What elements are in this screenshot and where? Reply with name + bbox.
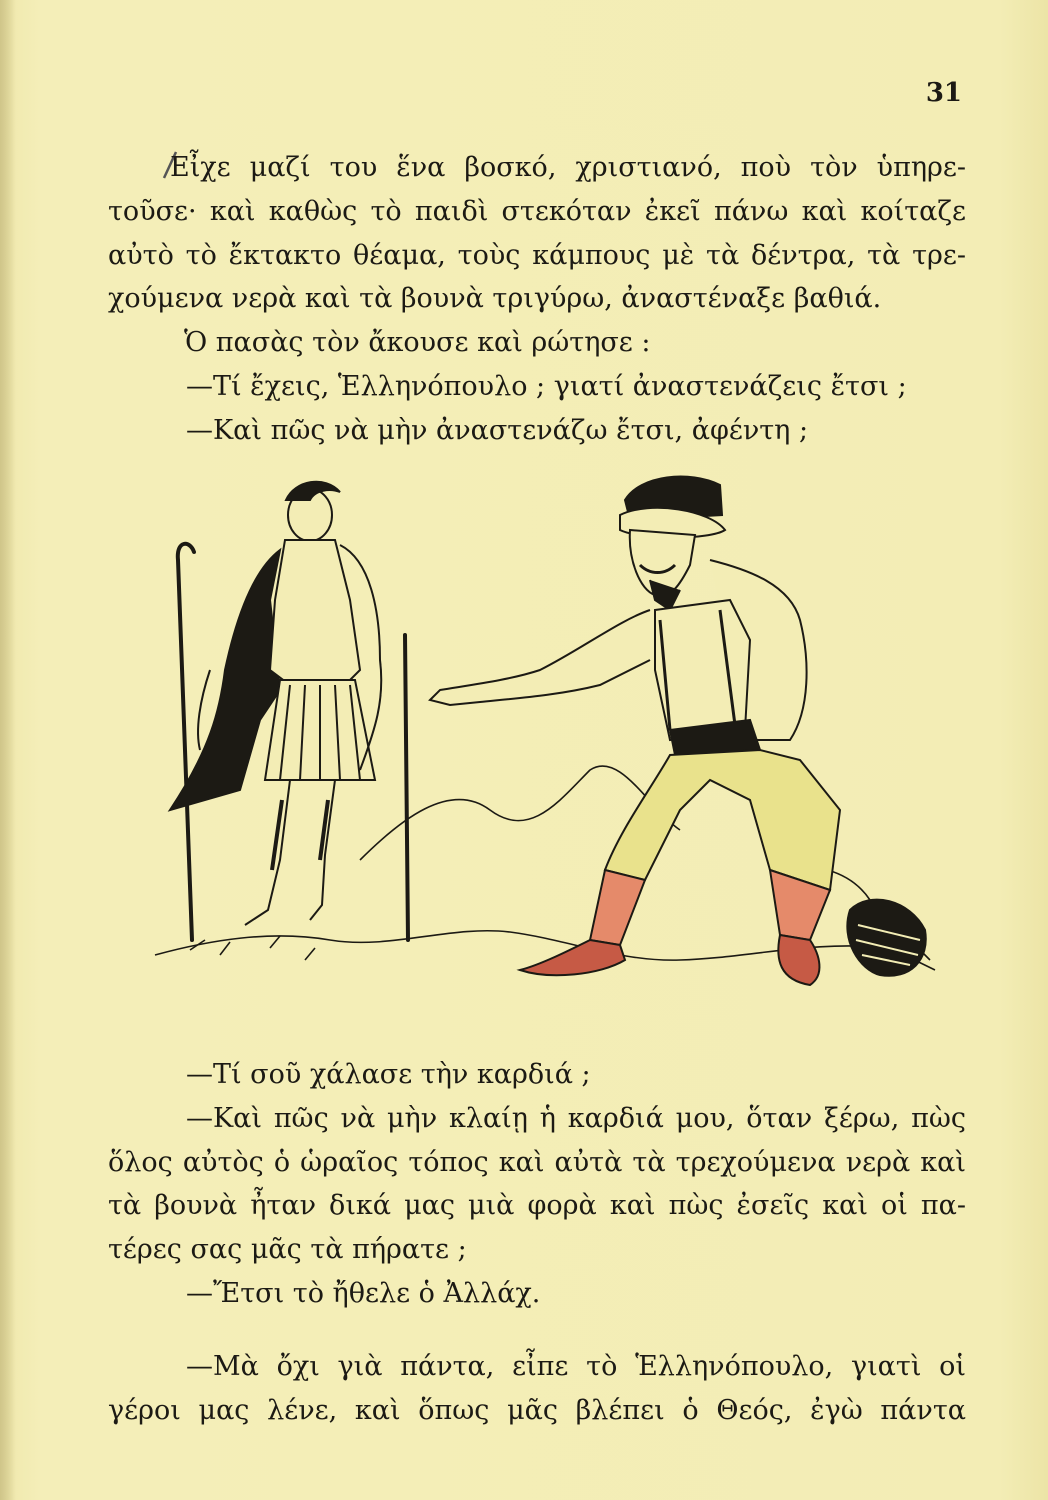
text-line: —Τί σοῦ χάλασε τὴν καρδιά ; xyxy=(186,1059,591,1090)
text-line: τοῦσε· καὶ καθὼς τὸ παιδὶ στεκόταν ἐκεῖ πάνω καὶ κοίταζε xyxy=(108,195,966,227)
text-block-end xyxy=(108,1345,966,1433)
binding-shadow xyxy=(0,0,16,1500)
text-line: Εἶχε μαζί του ἕνα βοσκό, χριστιανό, ποὺ τὸν ὑπηρε- xyxy=(170,152,966,183)
text-line: τὰ βουνὰ ἦταν δικά μας μιὰ φορὰ καὶ πὼς ἐσεῖς καὶ οἱ πα- xyxy=(108,1190,966,1222)
page-number: 31 xyxy=(925,78,962,108)
text-line: —Τί ἔχεις, Ἑλληνόπουλο ; γιατί ἀναστενάζεις ἔτσι ; xyxy=(186,370,907,402)
text-line: τέρες σας μᾶς τὰ πήρατε ; xyxy=(108,1234,467,1266)
text-line: —Μὰ ὄχι γιὰ πάντα, εἶπε τὸ Ἑλληνόπουλο, γιατὶ οἱ xyxy=(186,1351,966,1382)
text-line: Ὁ πασὰς τὸν ἄκουσε καὶ ρώτησε : xyxy=(184,327,651,359)
text-line: —Καὶ πῶς νὰ μὴν ἀναστενάζω ἔτσι, ἀφέντη ; xyxy=(186,414,809,446)
text-block-bottom xyxy=(108,1053,966,1316)
text-line: —Καὶ πῶς νὰ μὴν κλαίῃ ἡ καρδιά μου, ὅταν ξέρω, πὼς xyxy=(186,1102,966,1134)
text-line: —Ἔτσι τὸ ἤθελε ὁ Ἀλλάχ. xyxy=(186,1277,541,1309)
text-line: χούμενα νερὰ καὶ τὰ βουνὰ τριγύρω, ἀναστέναξε βαθιά. xyxy=(108,283,882,315)
illustration-pasha-and-boy xyxy=(150,470,940,1030)
text-line: ὅλος αὐτὸς ὁ ὡραῖος τόπος καὶ αὐτὰ τὰ τρεχούμενα νερὰ καὶ xyxy=(108,1146,966,1178)
boy-figure xyxy=(170,482,381,925)
text-line: γέροι μας λένε, καὶ ὅπως μᾶς βλέπει ὁ Θεός, ἐγὼ πάντα xyxy=(108,1394,966,1426)
text-block-top xyxy=(108,146,966,453)
text-line: αὐτὸ τὸ ἔκτακτο θέαμα, τοὺς κάμπους μὲ τὰ δέντρα, τὰ τρε- xyxy=(108,239,966,271)
pasha-figure xyxy=(430,477,926,985)
